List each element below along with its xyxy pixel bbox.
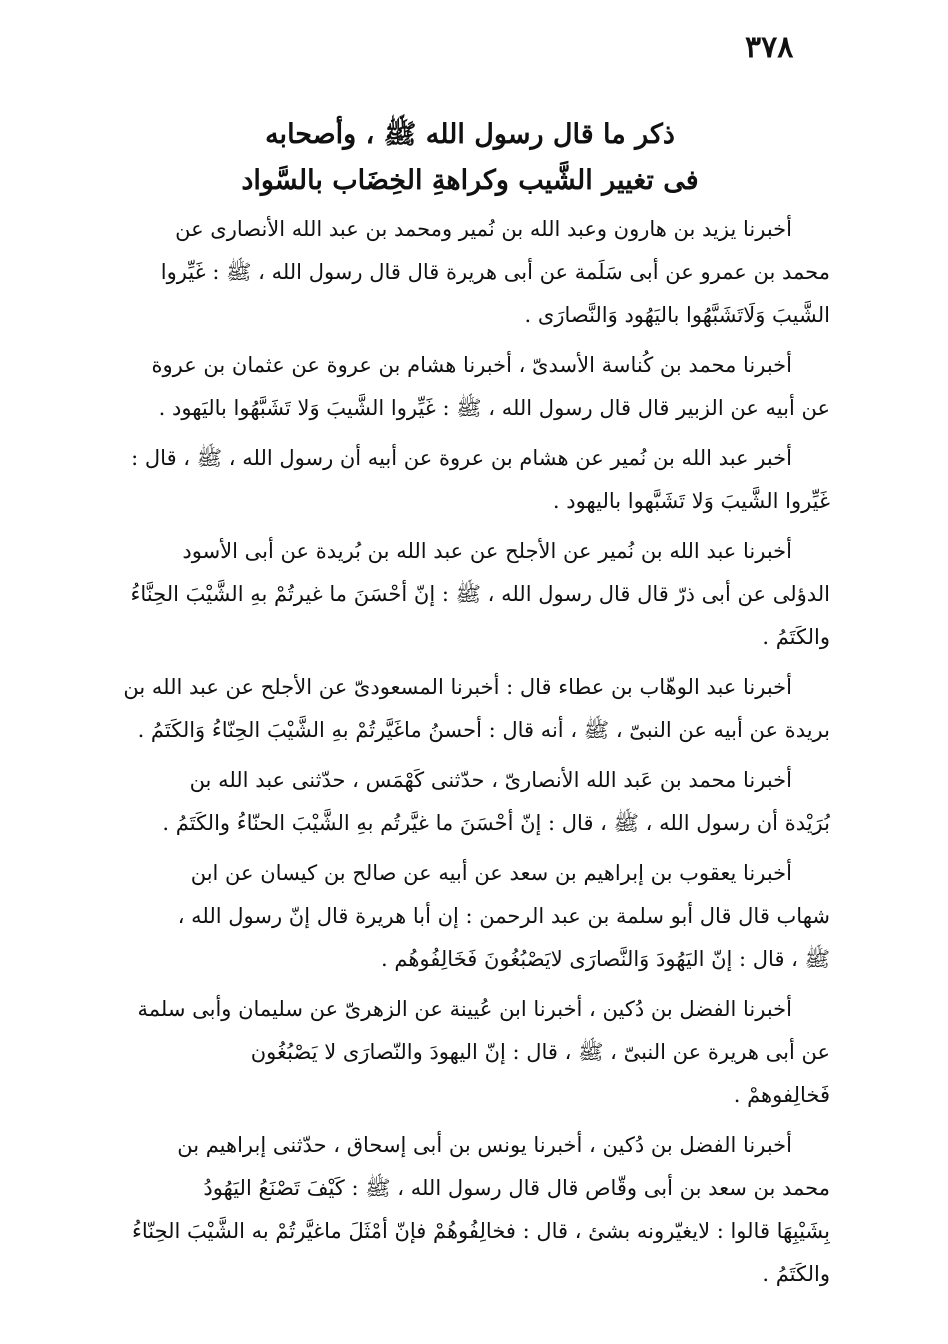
hadith-paragraph: [112, 208, 830, 337]
text-line: أخبر عبد الله بن نُمير عن هشام بن عروة عن أبيه أن رسول الله ، ﷺ ، قال :: [131, 446, 792, 470]
text-line: محمد بن عمرو عن أبى سَلَمة عن أبى هريرة قال قال رسول الله ، ﷺ : غَيِّروا: [160, 260, 830, 284]
hadith-paragraph: [112, 1124, 830, 1296]
hadith-paragraph: [112, 344, 830, 430]
text-line: أخبرنا محمد بن عَبد الله الأنصارىّ ، حدّثنى كَهْمَس ، حدّثنى عبد الله بن: [189, 768, 792, 792]
text-line: محمد بن سعد بن أبى وقّاص قال قال رسول الله ، ﷺ : كَيْفَ تَصْنَعُ اليَهُودُ: [203, 1176, 830, 1200]
hadith-paragraph: [112, 759, 830, 845]
text-line: ﷺ ، قال : إنّ اليَهُودَ وَالنَّصارَى لايَصْبُغُونَ فَخَالِفُوهُم .: [381, 947, 830, 971]
text-line: بِشَيْبِهَا قالوا : لايغيّرونه بشئ ، قال : فخالِفُوهُمْ فإنّ أمْثَلَ ماغيَّرتُمْ به الشَّيْبَ الحِنّاءُ: [131, 1219, 830, 1243]
text-line: والكَتَمُ .: [762, 625, 830, 649]
text-line: الشَّيبَ وَلَاتَشَبَّهُوا باليَهُود وَالنَّصارَى .: [524, 303, 830, 327]
page-number: ٣٧٨: [745, 30, 794, 65]
text-line: أخبرنا عبد الله بن نُمير عن الأجلح عن عبد الله بن بُريدة عن أبى الأسود: [182, 539, 792, 563]
text-line: أخبرنا الفضل بن دُكين ، أخبرنا ابن عُيينة عن الزهرىّ عن سليمان وأبى سلمة: [137, 997, 792, 1021]
text-line: شهاب قال قال أبو سلمة بن عبد الرحمن : إن أبا هريرة قال إنّ رسول الله ،: [177, 904, 830, 928]
hadith-paragraph: [112, 437, 830, 523]
hadith-paragraph: [112, 852, 830, 981]
chapter-title: [110, 112, 830, 204]
chapter-title-line-1: ذكر ما قال رسول الله ﷺ ، وأصحابه: [265, 119, 675, 150]
text-line: أخبرنا يزيد بن هارون وعبد الله بن نُمير ومحمد بن عبد الله الأنصارى عن: [175, 217, 792, 241]
text-line: عن أبيه عن الزبير قال قال رسول الله ، ﷺ : غَيِّروا الشَّيبَ وَلا تَشَبَّهُوا باليَهود .: [158, 396, 830, 420]
hadith-paragraph: [112, 666, 830, 752]
chapter-title-line-2: فى تغيير الشَّيب وكراهةِ الخِضَاب بالسَّواد: [241, 165, 699, 196]
text-line: أخبرنا عبد الوهّاب بن عطاء قال : أخبرنا المسعودىّ عن الأجلح عن عبد الله بن: [123, 675, 792, 699]
text-line: عن أبى هريرة عن النبىّ ، ﷺ ، قال : إنّ اليهودَ والنّصارَى لا يَصْبُغُون: [250, 1040, 830, 1064]
text-line: الدؤلى عن أبى ذرّ قال قال رسول الله ، ﷺ : إنّ أحْسَنَ ما غيرتُمْ بهِ الشَّيْبَ الحِنَّاءُ: [130, 582, 830, 606]
text-line: أخبرنا الفضل بن دُكين ، أخبرنا يونس بن أبى إسحاق ، حدّثنى إبراهيم بن: [177, 1133, 792, 1157]
text-line: غَيِّروا الشَّيبَ وَلا تَشَبَّهوا باليهود .: [552, 489, 830, 513]
text-line: بريدة عن أبيه عن النبىّ ، ﷺ ، أنه قال : أحسنُ ماغَيَّرتُمْ بهِ الشَّيْبَ الحِنّاءُ وَالكَتَمُ .: [137, 718, 830, 742]
text-line: بُرَيْدة أن رسول الله ، ﷺ ، قال : إنّ أحْسَنَ ما غيَّرتُم بهِ الشَّيْبَ الحنّاءُ والكَتَمُ .: [162, 811, 830, 835]
hadith-paragraph: [112, 530, 830, 659]
hadith-paragraph: [112, 988, 830, 1117]
text-line: أخبرنا يعقوب بن إبراهيم بن سعد عن أبيه عن صالح بن كيسان عن ابن: [190, 861, 792, 885]
text-line: فَخالِفوهمْ .: [733, 1083, 830, 1107]
text-line: والكَتَمُ .: [762, 1262, 830, 1286]
text-line: أخبرنا محمد بن كُناسة الأسدىّ ، أخبرنا هشام بن عروة عن عثمان بن عروة: [151, 353, 792, 377]
body-text: [112, 208, 830, 1303]
